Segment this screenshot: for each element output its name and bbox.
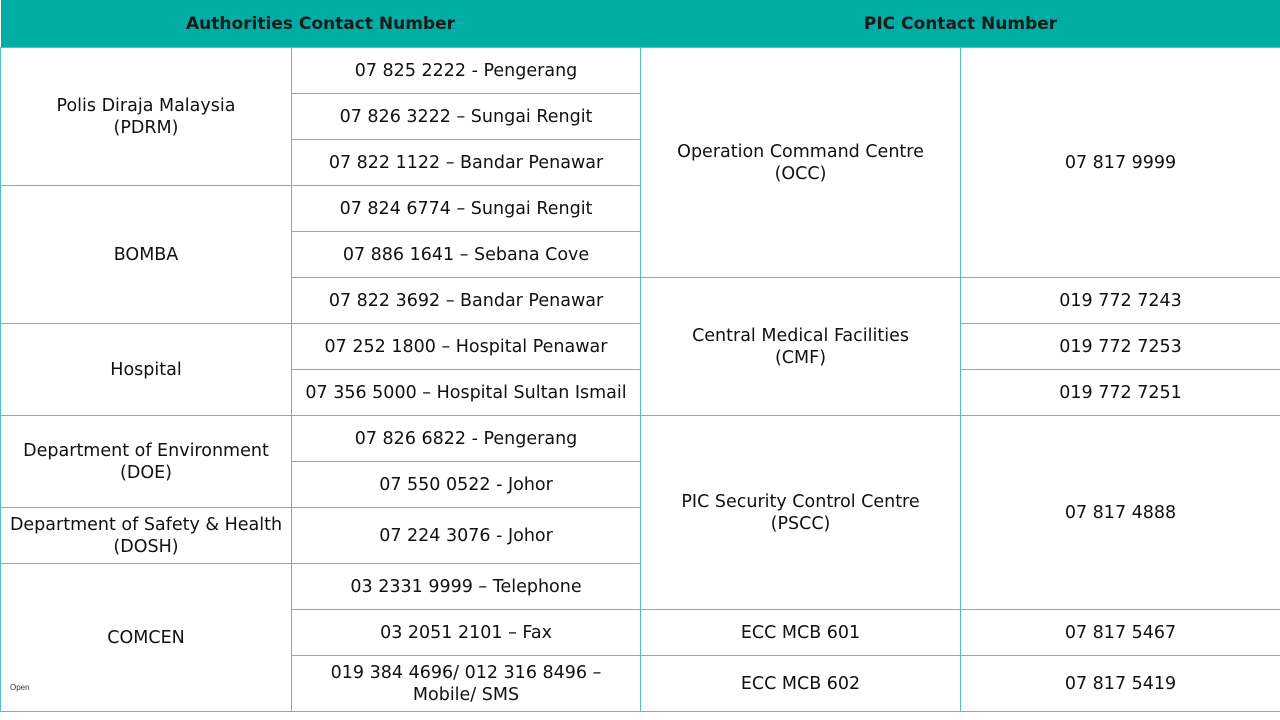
comcen-name: COMCEN — [1, 564, 292, 712]
mcb601-name: ECC MCB 601 — [641, 610, 961, 656]
pscc-name-line1: PIC Security Control Centre — [681, 491, 920, 512]
occ-number: 07 817 9999 — [961, 48, 1280, 278]
dosh-name-line1: Department of Safety & Health — [9, 514, 283, 535]
pdrm-name-line2: (PDRM) — [113, 117, 179, 138]
dosh-number-1: 07 224 3076 - Johor — [292, 508, 641, 564]
pic-header: PIC Contact Number — [641, 0, 1280, 48]
mcb602-name: ECC MCB 602 — [641, 656, 961, 712]
cmf-number-2: 019 772 7253 — [961, 324, 1280, 370]
table-row — [1, 416, 1280, 462]
bomba-name: BOMBA — [1, 186, 292, 324]
bomba-number-3: 07 822 3692 – Bandar Penawar — [292, 278, 641, 324]
occ-name-line1: Operation Command Centre — [677, 141, 924, 162]
comcen-mobile-line1: 019 384 4696/ 012 316 8496 – — [330, 662, 602, 683]
hospital-name: Hospital — [1, 324, 292, 416]
pdrm-number-1: 07 825 2222 - Pengerang — [292, 48, 641, 94]
cmf-number-1: 019 772 7243 — [961, 278, 1280, 324]
pscc-number: 07 817 4888 — [961, 416, 1280, 610]
dosh-name — [1, 508, 292, 564]
mcb601-number: 07 817 5467 — [961, 610, 1280, 656]
pdrm-number-2: 07 826 3222 – Sungai Rengit — [292, 94, 641, 140]
cmf-number-3: 019 772 7251 — [961, 370, 1280, 416]
header-row — [1, 0, 1280, 48]
pscc-name — [641, 416, 961, 610]
pscc-name-line2: (PSCC) — [770, 513, 831, 534]
comcen-mobile — [292, 656, 641, 712]
cmf-name-line1: Central Medical Facilities — [692, 325, 909, 346]
classification-label: Open — [10, 683, 30, 692]
hospital-number-1: 07 252 1800 – Hospital Penawar — [292, 324, 641, 370]
comcen-number-1: 03 2331 9999 – Telephone — [292, 564, 641, 610]
bomba-number-1: 07 824 6774 – Sungai Rengit — [292, 186, 641, 232]
dosh-name-line2: (DOSH) — [113, 536, 179, 557]
hospital-number-2: 07 356 5000 – Hospital Sultan Ismail — [292, 370, 641, 416]
pdrm-name-line1: Polis Diraja Malaysia — [56, 95, 236, 116]
doe-number-2: 07 550 0522 - Johor — [292, 462, 641, 508]
bomba-number-2: 07 886 1641 – Sebana Cove — [292, 232, 641, 278]
doe-number-1: 07 826 6822 - Pengerang — [292, 416, 641, 462]
authorities-header: Authorities Contact Number — [1, 0, 641, 48]
cmf-name-line2: (CMF) — [774, 347, 827, 368]
comcen-mobile-line2: Mobile/ SMS — [412, 684, 520, 705]
doe-name-line1: Department of Environment — [23, 440, 269, 461]
table-row — [1, 48, 1280, 94]
cmf-name — [641, 278, 961, 416]
pdrm-name — [1, 48, 292, 186]
comcen-number-2: 03 2051 2101 – Fax — [292, 610, 641, 656]
pdrm-number-3: 07 822 1122 – Bandar Penawar — [292, 140, 641, 186]
mcb602-number: 07 817 5419 — [961, 656, 1280, 712]
table-row — [1, 324, 1280, 370]
doe-name — [1, 416, 292, 508]
occ-name — [641, 48, 961, 278]
occ-name-line2: (OCC) — [774, 163, 827, 184]
doe-name-line2: (DOE) — [120, 462, 172, 483]
